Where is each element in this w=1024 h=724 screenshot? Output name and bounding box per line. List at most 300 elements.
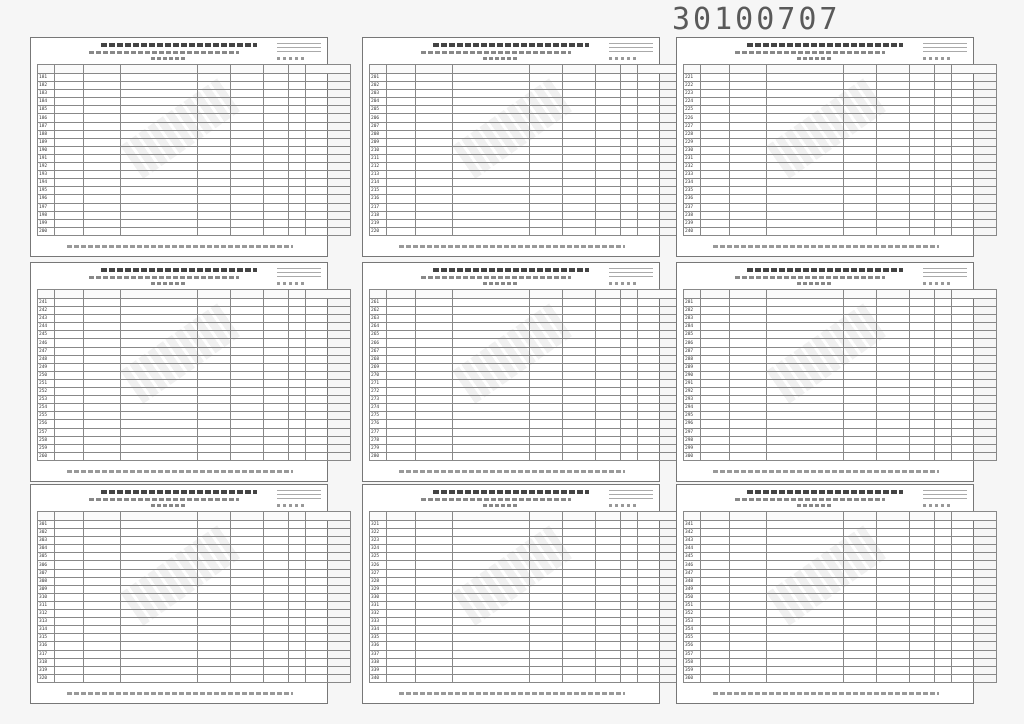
column-header <box>767 290 844 299</box>
table-cell <box>910 666 935 674</box>
table-cell <box>730 227 767 235</box>
table-cell <box>844 577 877 585</box>
table-cell <box>730 537 767 545</box>
table-cell <box>416 138 453 146</box>
table-cell <box>701 219 730 227</box>
table-cell <box>55 537 84 545</box>
sheet-subtitle-2 <box>151 504 187 507</box>
table-cell <box>730 674 767 682</box>
table-cell <box>55 195 84 203</box>
table-cell <box>730 219 767 227</box>
table-cell <box>387 420 416 428</box>
row-number: 191 <box>38 154 55 162</box>
table-cell <box>530 363 563 371</box>
table-cell <box>231 642 264 650</box>
sheet-footnote <box>67 245 293 248</box>
table-cell <box>596 195 621 203</box>
table-cell <box>289 74 306 82</box>
table-cell <box>596 179 621 187</box>
table-cell <box>935 347 952 355</box>
table-row <box>370 106 683 114</box>
table-cell <box>952 545 997 553</box>
row-number: 301 <box>38 521 55 529</box>
table-cell <box>306 307 351 315</box>
table-cell <box>453 179 530 187</box>
column-header <box>684 65 701 74</box>
table-cell <box>289 179 306 187</box>
table-cell <box>231 171 264 179</box>
table-cell <box>767 74 844 82</box>
table-cell <box>530 388 563 396</box>
column-header <box>306 512 351 521</box>
table-cell <box>416 444 453 452</box>
table-row <box>370 114 683 122</box>
table-cell <box>563 82 596 90</box>
table-cell <box>264 339 289 347</box>
table-cell <box>84 650 121 658</box>
table-cell <box>231 154 264 162</box>
table-cell <box>767 163 844 171</box>
table-cell <box>306 569 351 577</box>
table-cell <box>387 355 416 363</box>
column-header <box>38 290 55 299</box>
table-row <box>38 363 351 371</box>
table-cell <box>121 529 198 537</box>
table-cell <box>910 626 935 634</box>
table-cell <box>198 388 231 396</box>
table-cell <box>453 299 530 307</box>
table-cell <box>935 74 952 82</box>
column-header <box>121 290 198 299</box>
table-cell <box>767 537 844 545</box>
table-cell <box>910 388 935 396</box>
table-cell <box>530 371 563 379</box>
table-cell <box>231 674 264 682</box>
table-cell <box>910 163 935 171</box>
row-number: 241 <box>38 299 55 307</box>
table-cell <box>952 90 997 98</box>
table-cell <box>387 82 416 90</box>
sheet-footnote <box>399 245 625 248</box>
column-header <box>563 65 596 74</box>
table-cell <box>596 74 621 82</box>
table-row <box>684 363 997 371</box>
table-cell <box>621 106 638 114</box>
table-cell <box>121 537 198 545</box>
table-cell <box>453 634 530 642</box>
table-cell <box>910 203 935 211</box>
table-cell <box>910 610 935 618</box>
table-cell <box>416 388 453 396</box>
table-cell <box>596 642 621 650</box>
table-cell <box>877 412 910 420</box>
table-cell <box>935 154 952 162</box>
table-cell <box>596 521 621 529</box>
table-cell <box>701 323 730 331</box>
table-cell <box>844 618 877 626</box>
table-cell <box>387 146 416 154</box>
table-row <box>370 163 683 171</box>
table-cell <box>935 428 952 436</box>
table-row <box>370 74 683 82</box>
table-cell <box>730 404 767 412</box>
table-cell <box>530 585 563 593</box>
table-cell <box>877 331 910 339</box>
table-cell <box>877 98 910 106</box>
table-cell <box>767 396 844 404</box>
table-cell <box>264 650 289 658</box>
table-cell <box>730 371 767 379</box>
table-cell <box>952 412 997 420</box>
table-cell <box>306 211 351 219</box>
table-cell <box>231 569 264 577</box>
table-cell <box>84 444 121 452</box>
row-number: 234 <box>684 179 701 187</box>
table-cell <box>84 74 121 82</box>
table-cell <box>264 601 289 609</box>
table-cell <box>877 90 910 98</box>
sheet-title <box>747 43 903 47</box>
table-cell <box>701 537 730 545</box>
table-cell <box>563 529 596 537</box>
table-cell <box>231 187 264 195</box>
column-header <box>530 512 563 521</box>
table-cell <box>877 146 910 154</box>
table-cell <box>289 187 306 195</box>
table-cell <box>767 379 844 387</box>
expense-table <box>369 511 683 683</box>
table-header-row <box>684 512 997 521</box>
table-cell <box>289 379 306 387</box>
table-cell <box>596 90 621 98</box>
row-number: 285 <box>684 331 701 339</box>
row-number: 206 <box>370 114 387 122</box>
table-header-row <box>684 65 997 74</box>
table-cell <box>910 521 935 529</box>
table-cell <box>231 90 264 98</box>
table-cell <box>231 428 264 436</box>
table-cell <box>596 171 621 179</box>
table-row <box>38 371 351 379</box>
column-header <box>198 512 231 521</box>
row-number: 326 <box>370 561 387 569</box>
table-cell <box>84 626 121 634</box>
row-number: 337 <box>370 650 387 658</box>
table-cell <box>198 521 231 529</box>
sheet-title <box>101 268 257 272</box>
table-cell <box>701 179 730 187</box>
column-header <box>596 512 621 521</box>
sheet-print-meta <box>609 268 653 278</box>
table-cell <box>935 650 952 658</box>
table-cell <box>306 666 351 674</box>
row-number: 208 <box>370 130 387 138</box>
table-row <box>684 650 997 658</box>
table-cell <box>84 674 121 682</box>
table-cell <box>264 146 289 154</box>
table-cell <box>596 585 621 593</box>
table-cell <box>121 601 198 609</box>
table-cell <box>730 561 767 569</box>
sheet-title <box>101 490 257 494</box>
table-cell <box>701 404 730 412</box>
table-cell <box>453 203 530 211</box>
table-cell <box>844 195 877 203</box>
table-cell <box>530 339 563 347</box>
table-cell <box>530 203 563 211</box>
table-row <box>38 130 351 138</box>
table-cell <box>84 553 121 561</box>
table-cell <box>530 601 563 609</box>
row-number: 346 <box>684 561 701 569</box>
table-row <box>38 187 351 195</box>
table-cell <box>453 593 530 601</box>
row-number: 249 <box>38 363 55 371</box>
table-row <box>38 642 351 650</box>
table-cell <box>289 98 306 106</box>
table-cell <box>453 106 530 114</box>
row-number: 202 <box>370 82 387 90</box>
table-row <box>684 323 997 331</box>
table-cell <box>453 626 530 634</box>
table-cell <box>55 626 84 634</box>
table-cell <box>530 347 563 355</box>
row-number: 271 <box>370 379 387 387</box>
table-cell <box>952 146 997 154</box>
table-row <box>38 593 351 601</box>
table-cell <box>844 323 877 331</box>
table-cell <box>289 642 306 650</box>
table-cell <box>935 593 952 601</box>
row-number: 298 <box>684 436 701 444</box>
row-number: 205 <box>370 106 387 114</box>
table-cell <box>767 171 844 179</box>
table-cell <box>910 339 935 347</box>
table-cell <box>563 626 596 634</box>
row-number: 355 <box>684 634 701 642</box>
table-cell <box>952 666 997 674</box>
row-number: 195 <box>38 187 55 195</box>
table-cell <box>198 331 231 339</box>
table-cell <box>289 650 306 658</box>
table-cell <box>306 371 351 379</box>
table-cell <box>701 674 730 682</box>
table-cell <box>231 163 264 171</box>
table-cell <box>121 396 198 404</box>
table-cell <box>84 82 121 90</box>
table-cell <box>877 163 910 171</box>
table-row <box>370 379 683 387</box>
table-cell <box>767 634 844 642</box>
sheet-page-number <box>923 282 953 285</box>
table-cell <box>55 452 84 460</box>
table-row <box>684 187 997 195</box>
column-header <box>701 65 730 74</box>
table-cell <box>767 444 844 452</box>
row-number: 217 <box>370 203 387 211</box>
column-header <box>935 65 952 74</box>
table-cell <box>121 412 198 420</box>
table-row <box>38 195 351 203</box>
sheet-subtitle-2 <box>797 57 833 60</box>
table-cell <box>730 203 767 211</box>
row-number: 199 <box>38 219 55 227</box>
table-cell <box>453 610 530 618</box>
table-cell <box>563 420 596 428</box>
table-cell <box>701 90 730 98</box>
table-cell <box>701 593 730 601</box>
table-cell <box>264 130 289 138</box>
table-row <box>370 674 683 682</box>
table-cell <box>910 618 935 626</box>
sheet-subtitle <box>735 498 885 501</box>
table-row <box>684 444 997 452</box>
row-number: 229 <box>684 138 701 146</box>
table-cell <box>84 347 121 355</box>
table-cell <box>453 154 530 162</box>
table-cell <box>730 130 767 138</box>
table-cell <box>289 545 306 553</box>
table-cell <box>767 347 844 355</box>
table-cell <box>935 355 952 363</box>
row-number: 262 <box>370 307 387 315</box>
table-cell <box>306 130 351 138</box>
table-cell <box>306 171 351 179</box>
table-cell <box>453 323 530 331</box>
table-cell <box>198 355 231 363</box>
table-row <box>684 90 997 98</box>
table-cell <box>596 404 621 412</box>
table-cell <box>952 634 997 642</box>
table-cell <box>453 650 530 658</box>
table-cell <box>877 561 910 569</box>
table-cell <box>730 331 767 339</box>
row-number: 348 <box>684 577 701 585</box>
table-cell <box>844 347 877 355</box>
table-cell <box>952 98 997 106</box>
table-cell <box>530 146 563 154</box>
table-cell <box>596 610 621 618</box>
row-number: 252 <box>38 388 55 396</box>
table-cell <box>877 658 910 666</box>
table-cell <box>877 634 910 642</box>
table-cell <box>416 642 453 650</box>
table-cell <box>621 618 638 626</box>
row-number: 319 <box>38 666 55 674</box>
table-cell <box>530 553 563 561</box>
table-cell <box>198 626 231 634</box>
sheet-print-meta <box>923 268 967 278</box>
row-number: 283 <box>684 315 701 323</box>
table-cell <box>264 227 289 235</box>
row-number: 226 <box>684 114 701 122</box>
table-row <box>684 412 997 420</box>
table-cell <box>767 577 844 585</box>
table-cell <box>877 618 910 626</box>
table-row <box>370 82 683 90</box>
table-cell <box>530 122 563 130</box>
table-cell <box>563 379 596 387</box>
table-cell <box>453 412 530 420</box>
table-cell <box>877 601 910 609</box>
table-row <box>684 634 997 642</box>
table-cell <box>387 396 416 404</box>
table-cell <box>416 339 453 347</box>
table-cell <box>596 106 621 114</box>
table-cell <box>453 396 530 404</box>
table-row <box>38 114 351 122</box>
table-cell <box>935 315 952 323</box>
row-number: 313 <box>38 618 55 626</box>
table-cell <box>453 428 530 436</box>
table-cell <box>530 98 563 106</box>
sheet-subtitle-2 <box>797 504 833 507</box>
table-cell <box>453 130 530 138</box>
table-cell <box>563 404 596 412</box>
table-cell <box>530 452 563 460</box>
row-number: 255 <box>38 412 55 420</box>
table-cell <box>621 610 638 618</box>
table-cell <box>198 339 231 347</box>
table-cell <box>530 561 563 569</box>
table-row <box>38 122 351 130</box>
table-row <box>684 396 997 404</box>
table-cell <box>563 553 596 561</box>
row-number: 294 <box>684 404 701 412</box>
table-cell <box>387 307 416 315</box>
table-row <box>38 601 351 609</box>
table-cell <box>231 227 264 235</box>
table-cell <box>563 106 596 114</box>
table-row <box>370 412 683 420</box>
table-cell <box>935 452 952 460</box>
column-header <box>416 512 453 521</box>
table-cell <box>387 163 416 171</box>
table-cell <box>730 315 767 323</box>
row-number: 201 <box>370 74 387 82</box>
table-row <box>684 452 997 460</box>
table-cell <box>910 601 935 609</box>
row-number: 356 <box>684 642 701 650</box>
table-cell <box>877 203 910 211</box>
table-cell <box>621 404 638 412</box>
column-header <box>289 512 306 521</box>
sheet-footnote <box>67 692 293 695</box>
table-cell <box>55 666 84 674</box>
row-number: 188 <box>38 130 55 138</box>
table-cell <box>844 537 877 545</box>
table-row <box>684 74 997 82</box>
row-number: 351 <box>684 601 701 609</box>
table-cell <box>453 211 530 219</box>
table-cell <box>84 106 121 114</box>
table-cell <box>55 355 84 363</box>
table-row <box>38 420 351 428</box>
table-cell <box>306 187 351 195</box>
table-cell <box>701 396 730 404</box>
table-cell <box>596 363 621 371</box>
table-cell <box>416 412 453 420</box>
table-row <box>684 227 997 235</box>
table-cell <box>596 396 621 404</box>
table-cell <box>453 577 530 585</box>
table-cell <box>55 444 84 452</box>
row-number: 274 <box>370 404 387 412</box>
table-cell <box>264 203 289 211</box>
table-cell <box>701 650 730 658</box>
table-cell <box>453 98 530 106</box>
table-cell <box>952 227 997 235</box>
